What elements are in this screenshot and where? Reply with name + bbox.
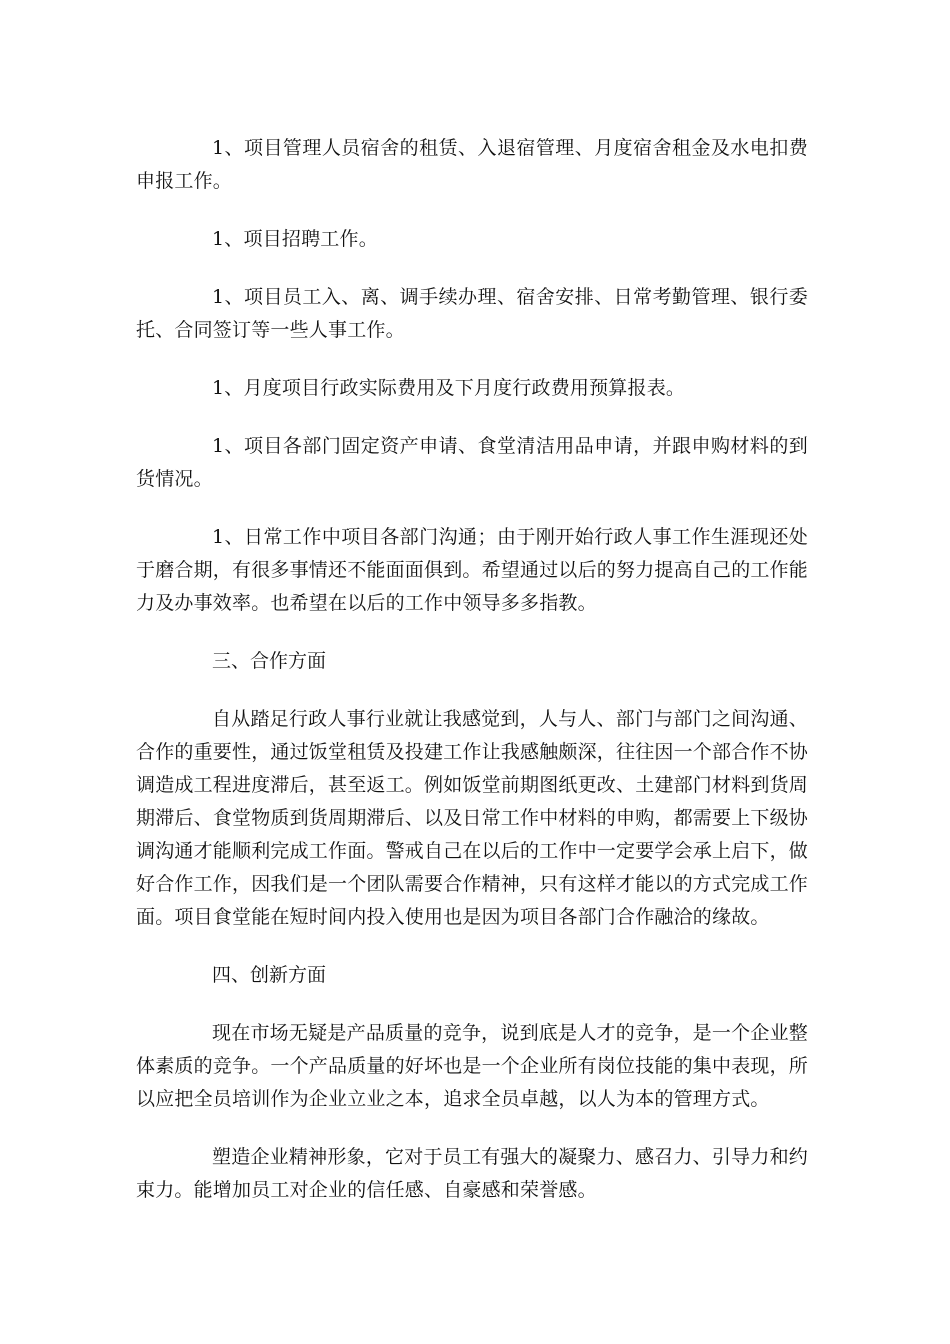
- paragraph-budget-report: 1、月度项目行政实际费用及下月度行政费用预算报表。: [212, 377, 686, 399]
- paragraph-innovation: 现在市场无疑是产品质量的竞争，说到底是人才的竞争，是一个企业整体素质的竞争。一个产品质量的好坏也是一个企业所有岗位技能的集中表现，所以应把全员培训作为企业立业之本，追求全员卓越，以人为本的管理方式。: [136, 1022, 809, 1110]
- paragraph-corporate-spirit: 塑造企业精神形象，它对于员工有强大的凝聚力、感召力、引导力和约束力。能增加员工对企业的信任感、自豪感和荣誉感。: [136, 1146, 808, 1201]
- paragraph-dormitory: 1、项目管理人员宿舍的租赁、入退宿管理、月度宿舍租金及水电扣费申报工作。: [136, 137, 808, 192]
- section-heading-innovation: 四、创新方面: [212, 964, 327, 986]
- document-body: [136, 132, 808, 1232]
- paragraph-recruitment: 1、项目招聘工作。: [212, 228, 378, 250]
- section-heading-cooperation: 三、合作方面: [212, 650, 327, 672]
- paragraph-communication: 1、日常工作中项目各部门沟通；由于刚开始行政人事工作生涯现还处于磨合期，有很多事情还不能面面俱到。希望通过以后的努力提高自己的工作能力及办事效率。也希望在以后的工作中领导多多指教。: [136, 526, 809, 614]
- paragraph-hr-procedures: 1、项目员工入、离、调手续办理、宿舍安排、日常考勤管理、银行委托、合同签订等一些人事工作。: [136, 286, 808, 341]
- paragraph-cooperation: 自从踏足行政人事行业就让我感觉到，人与人、部门与部门之间沟通、合作的重要性，通过饭堂租赁及投建工作让我感触颇深，往往因一个部合作不协调造成工程进度滞后，甚至返工。例如饭堂前期图纸更改、土建部门材料到货周期滞后、食堂物质到货周期滞后、以及日常工作中材料的申购，都需要上下级协调沟通才能顺利完成工作面。警戒自己在以后的工作中一定要学会承上启下，做好合作工作，因我们是一个团队需要合作精神，只有这样才能以的方式完成工作面。项目食堂能在短时间内投入使用也是因为项目各部门合作融洽的缘故。: [136, 708, 809, 928]
- paragraph-asset-requests: 1、项目各部门固定资产申请、食堂清洁用品申请，并跟申购材料的到货情况。: [136, 435, 808, 490]
